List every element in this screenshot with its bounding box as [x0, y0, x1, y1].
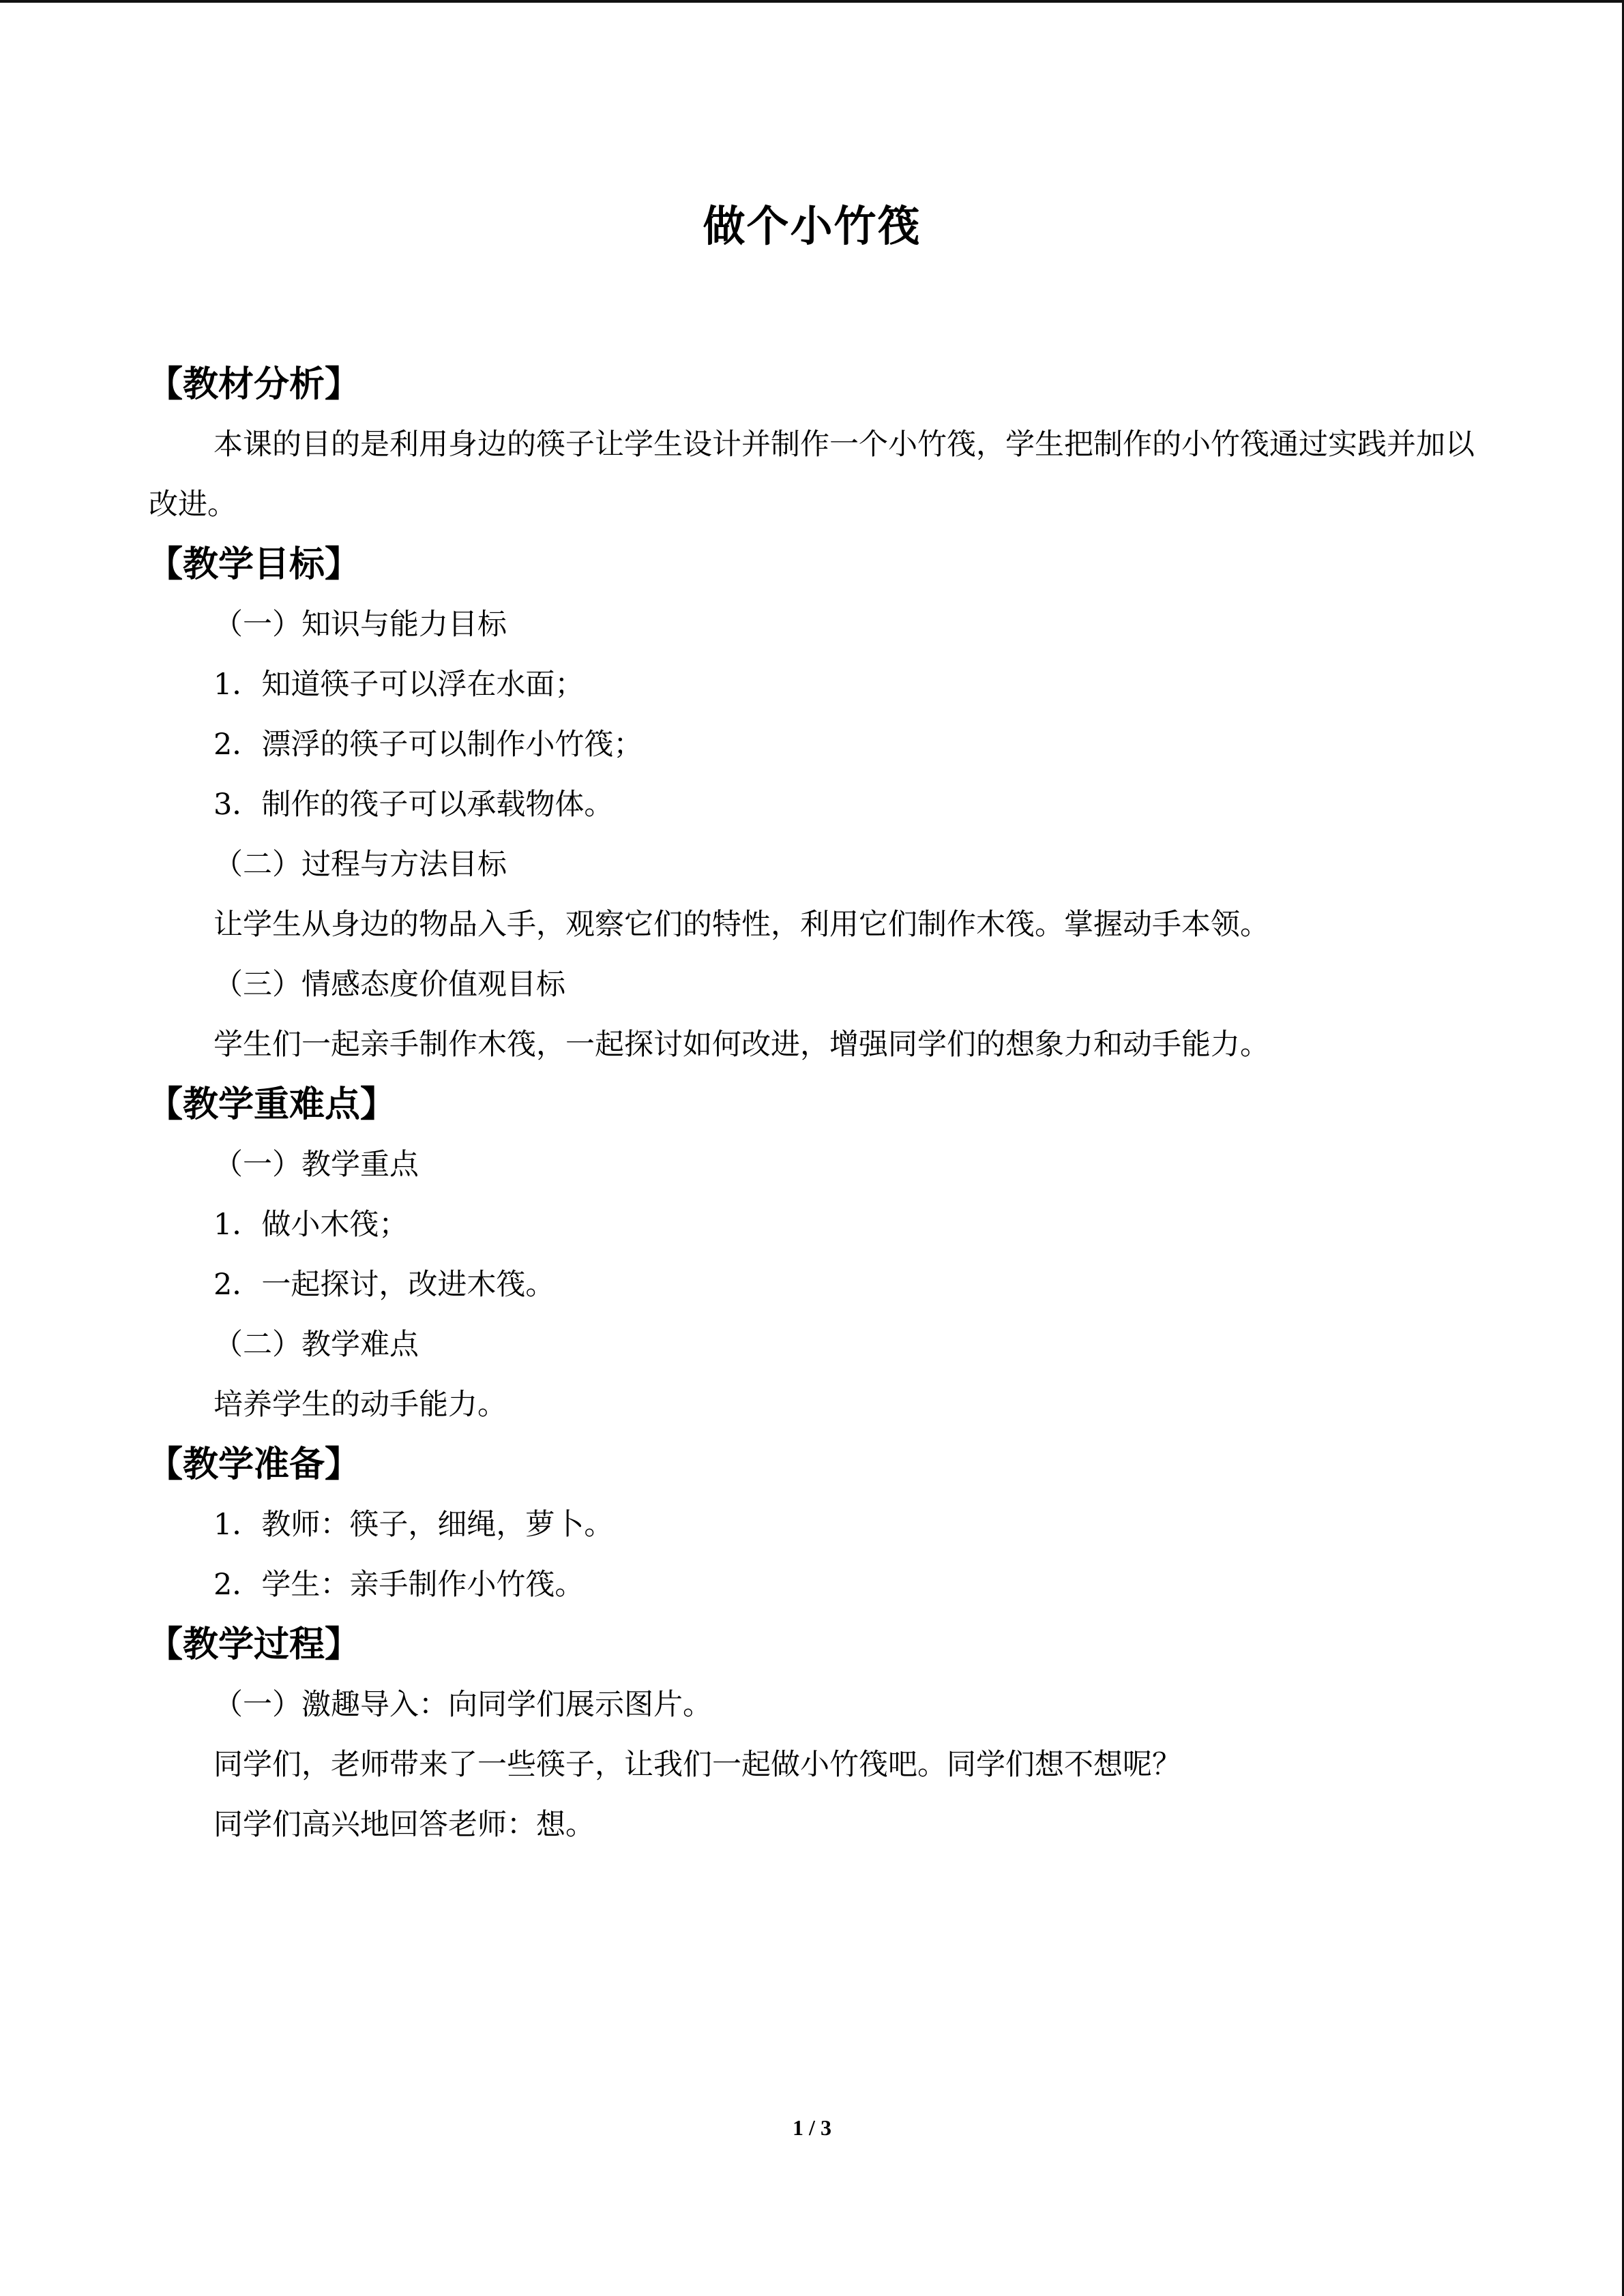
objective-text: 学生们一起亲手制作木筏，一起探讨如何改进，增强同学们的想象力和动手能力。: [213, 1028, 1269, 1062]
process-text: 同学们高兴地回答老师：想。: [213, 1808, 595, 1842]
document-body: [149, 355, 1479, 1855]
objective-item: 3．制作的筏子可以承载物体。: [213, 788, 614, 822]
key-points-subheading: （一）教学重点: [213, 1148, 419, 1182]
section-heading-teaching-process: 【教学过程】: [147, 1624, 361, 1665]
objective-subheading-process: （二）过程与方法目标: [213, 848, 507, 882]
key-point-item: 2．一起探讨，改进木筏。: [213, 1268, 555, 1302]
difficult-point-text: 培养学生的动手能力。: [213, 1388, 507, 1422]
process-subheading-intro: （一）激趣导入：向同学们展示图片。: [213, 1688, 712, 1722]
textbook-analysis-paragraph: 本课的目的是利用身边的筷子让学生设计并制作一个小竹筏，学生把制作的小竹筏通过实践并加以改进。: [149, 428, 1475, 522]
objective-item: 1．知道筷子可以浮在水面；: [213, 668, 585, 702]
preparation-item: 2．学生：亲手制作小竹筏。: [213, 1568, 585, 1602]
page-number: 1 / 3: [793, 2115, 831, 2140]
section-heading-preparation: 【教学准备】: [147, 1444, 361, 1485]
preparation-item: 1．教师：筷子，细绳，萝卜。: [213, 1508, 614, 1542]
objective-subheading-values: （三）情感态度价值观目标: [213, 968, 565, 1002]
section-heading-textbook-analysis: 【教材分析】: [147, 364, 361, 405]
objective-subheading-knowledge: （一）知识与能力目标: [213, 608, 507, 642]
objective-text: 让学生从身边的物品入手，观察它们的特性，利用它们制作木筏。掌握动手本领。: [213, 908, 1269, 942]
document-title: 做个小竹筏: [703, 201, 921, 251]
process-text: 同学们，老师带来了一些筷子，让我们一起做小竹筏吧。同学们想不想呢？: [213, 1748, 1181, 1782]
objective-item: 2．漂浮的筷子可以制作小竹筏；: [213, 728, 643, 762]
key-point-item: 1．做小木筏；: [213, 1208, 409, 1242]
difficult-points-subheading: （二）教学难点: [213, 1328, 419, 1362]
section-heading-key-difficult-points: 【教学重难点】: [147, 1084, 396, 1125]
section-heading-teaching-objectives: 【教学目标】: [147, 544, 361, 585]
